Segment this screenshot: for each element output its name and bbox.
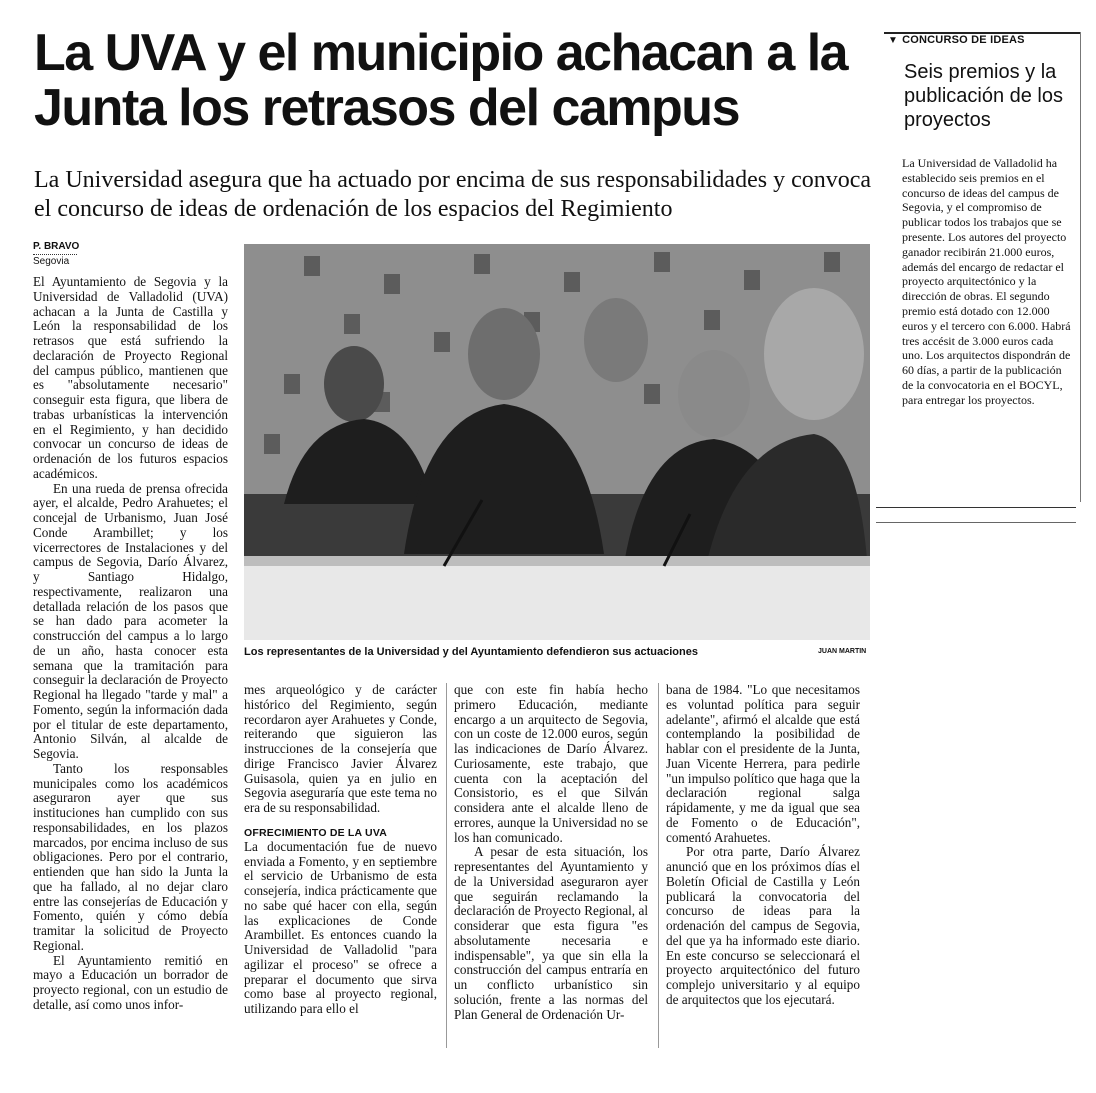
press-conference-photo bbox=[244, 244, 870, 640]
article-column-2 bbox=[244, 683, 437, 1017]
column-divider bbox=[658, 683, 659, 1048]
sidebar-title: Seis premios y la publicación de los proyectos bbox=[904, 61, 1063, 131]
paragraph: bana de 1984. "Lo que necesitamos es voluntad política para seguir adelante", afirmó el alcalde que está contemplando la posibilidad de hablar con el presidente de la Junta, Juan Vicente Herrera, para pedirle "un impulso político que haga que la declaración regional salga rápidamente, y me da igual que sea de Fomento o de Educación", comentó Arahuetes. bbox=[666, 682, 860, 845]
article-column-3 bbox=[454, 683, 648, 1022]
paragraph: El Ayuntamiento remitió en mayo a Educación un borrador de proyecto regional, con un estudio de detalle, así como unos infor- bbox=[33, 952, 228, 1012]
sidebar-label-text: CONCURSO DE IDEAS bbox=[902, 34, 1025, 46]
sidebar-bottom-rule bbox=[876, 507, 1076, 508]
sidebar-bottom-rule-secondary bbox=[876, 522, 1076, 523]
paragraph: mes arqueológico y de carácter histórico del Regimiento, según recordaron ayer Arahuetes y Conde, reiterando que siguieron las instrucciones de la consejería que dirige Francisco Javier Álvarez Guisasola, quien ya en julio en Segovia aseguraría que este tema no era de su responsabilidad. bbox=[244, 682, 437, 815]
photo-caption: Los representantes de la Universidad y del Ayuntamiento defendieron sus actuaciones bbox=[244, 646, 698, 658]
byline bbox=[33, 241, 79, 268]
sidebar-box bbox=[884, 32, 1081, 502]
paragraph: Tanto los responsables municipales como los académicos aseguraron ayer que sus instituciones han cumplido con sus responsabilidades, en los plazos marcados, por encima incluso de sus obligaciones. Pero por el contrario, entienden que han sido la Junta la que ha fallado, al no dejar claro entre las consejerías de Educación y Fomento, quién y cómo debía tramitar la solicitud de Proyecto Regional. bbox=[33, 760, 228, 953]
article-column-1 bbox=[33, 275, 228, 1013]
byline-author: P. BRAVO bbox=[33, 241, 80, 252]
triangle-down-icon: ▼ bbox=[888, 35, 899, 46]
subheadline: La Universidad asegura que ha actuado por encima de sus responsabilidades y convoca el concurso de ideas de ordenación de los espacios del Regimiento bbox=[34, 167, 872, 222]
byline-location: Segovia bbox=[33, 256, 70, 267]
sidebar-body: La Universidad de Valladolid ha establecido seis premios en el concurso de ideas del campus de Segovia, y el compromiso de publicar todos los trabajos que se presente. Los autores del proyecto ganador recibirán 21.000 euros, además del encargo de redactar el proyecto arquitectónico y la dirección de obras. El segundo premio está dotado con 12.000 euros y el tercero con 6.000. Habrá tres accésit de 3.000 euros cada uno. Los arquitectos dispondrán de 60 días, a partir de la publicación de la convocatoria en el BOCYL, para entregar los proyectos. bbox=[902, 156, 1071, 407]
paragraph: Por otra parte, Darío Álvarez anunció que en los próximos días el Boletín Oficial de Castilla y León publicará la convocatoria del concurso de ideas para la ordenación del campus de Segovia, del que ya ha informado este diario. En este concurso se seleccionará el proyecto arquitectónico del futuro complejo universitario y al equipo de arquitectos que los ejecutará. bbox=[666, 844, 860, 1007]
headline: La UVA y el municipio achacan a la Junta los retrasos del campus bbox=[34, 24, 848, 137]
sidebar-section-label bbox=[888, 34, 1025, 46]
paragraph: El Ayuntamiento de Segovia y la Universidad de Valladolid (UVA) achacan a la Junta de Castilla y León la responsabilidad de los retrasos que está sufriendo la declaración de Proyecto Regional del campus público, mantienen que es "absolutamente necesario" conseguir esta figura, que libera de trabas urbanísticas la intervención en el Regimiento, y han decidido convocar un concurso de ideas de ordenación de los futuros espacios académicos. bbox=[33, 274, 228, 481]
paragraph: A pesar de esta situación, los representantes del Ayuntamiento y de la Universidad aseguraron ayer que seguirán reclamando la declaración de Proyecto Regional, al considerar que esta figura "es absolutamente necesaria e indispensable", ya que sin ella la construcción del campus entraría en un conflicto urbanístico sin solución, frente a las normas del Plan General de Ordenación Ur- bbox=[454, 844, 648, 1022]
paragraph: que con este fin había hecho primero Educación, mediante encargo a un arquitecto de Segovia, con un coste de 12.000 euros, según las indicaciones de Darío Álvarez. Curiosamente, este trabajo, que cuenta con la aceptación del Consistorio, es el que Silván considera ante el alcalde lleno de errores, aunque la Universidad no se los han comunicado. bbox=[454, 682, 648, 845]
photo-credit: JUAN MARTIN bbox=[818, 648, 867, 655]
photo-illustration bbox=[244, 244, 870, 640]
section-subheading: OFRECIMIENTO DE LA UVA bbox=[244, 826, 388, 839]
paragraph: La documentación fue de nuevo enviada a Fomento, y en septiembre el servicio de Urbanismo de esta consejería, indica prácticamente que no sabe qué hacer con ella, según las explicaciones de Conde Arambillet. Es entonces cuando la Universidad de Valladolid "para agilizar el proceso" se ofrece a preparar el documento que sirva como base al proyecto regional, utilizando para ello el bbox=[244, 838, 437, 1016]
byline-rule bbox=[33, 254, 77, 255]
article-column-4 bbox=[666, 683, 860, 1008]
paragraph: En una rueda de prensa ofrecida ayer, el alcalde, Pedro Arahuetes; el concejal de Urbanismo, Juan José Conde Arambillet; y los vicerrectores de Instalaciones y del campus de Segovia, Darío Álvarez, y Santiago Hidalgo, respectivamente, realizaron una detallada relación de los pasos que se han dado para acometer la construcción del campus a lo largo de un año, hasta conocer esta semana que la tramitación para conseguir la declaración de Proyecto Regional ha llegado "tarde y mal" a Fomento, según la información dada por el titular de este departamento, Antonio Silván, al alcalde de Segovia. bbox=[33, 480, 228, 761]
column-divider bbox=[446, 683, 447, 1048]
